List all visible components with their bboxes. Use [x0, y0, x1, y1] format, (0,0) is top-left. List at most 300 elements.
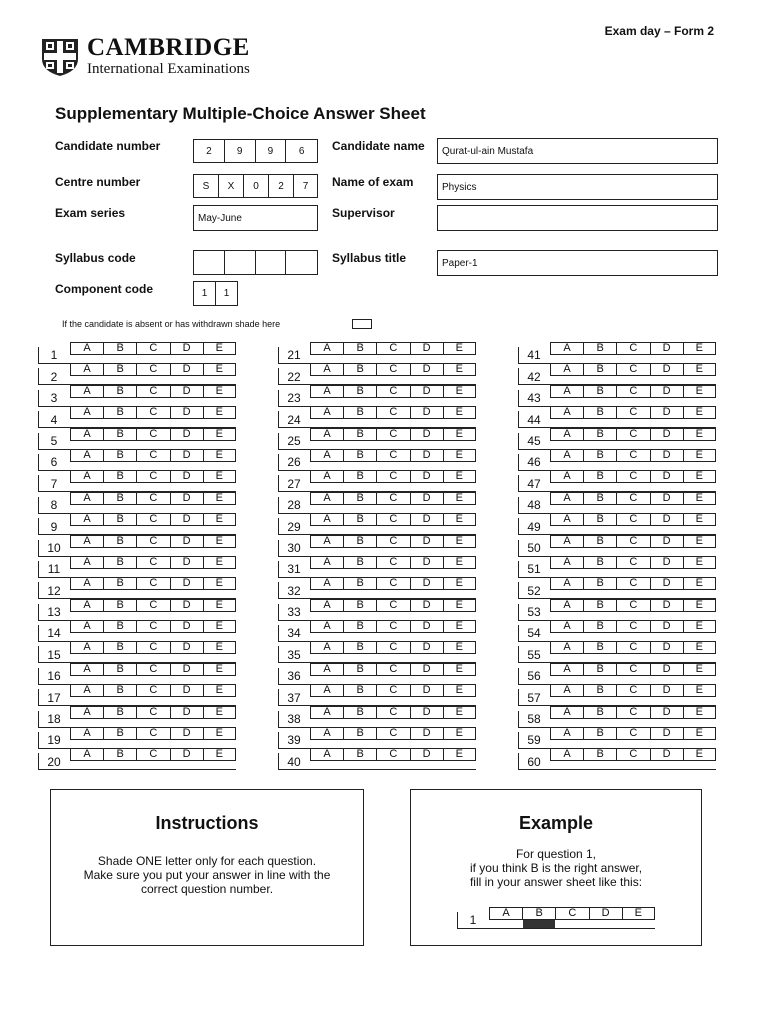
answer-option-c[interactable]: C: [136, 513, 169, 525]
answer-option-d[interactable]: D: [410, 428, 443, 440]
answer-option-a[interactable]: A: [550, 513, 583, 525]
answer-option-b[interactable]: B: [103, 428, 136, 440]
answer-option-c[interactable]: C: [616, 620, 649, 632]
name-of-exam-field[interactable]: Physics: [437, 174, 718, 200]
answer-option-a[interactable]: A: [550, 748, 583, 760]
answer-option-d[interactable]: D: [410, 727, 443, 739]
answer-option-c[interactable]: C: [136, 706, 169, 718]
answer-option-c[interactable]: C: [616, 556, 649, 568]
answer-option-a[interactable]: A: [550, 492, 583, 504]
answer-option-d[interactable]: D: [410, 577, 443, 589]
answer-option-d[interactable]: D: [170, 620, 203, 632]
answer-option-e[interactable]: E: [443, 428, 476, 440]
answer-option-b[interactable]: B: [103, 406, 136, 418]
answer-option-c[interactable]: C: [136, 620, 169, 632]
answer-option-e[interactable]: E: [203, 385, 236, 397]
answer-option-d[interactable]: D: [650, 727, 683, 739]
answer-option-d[interactable]: D: [650, 470, 683, 482]
answer-option-a[interactable]: A: [70, 428, 103, 440]
answer-option-c[interactable]: C: [376, 449, 409, 461]
answer-option-e[interactable]: E: [443, 641, 476, 653]
answer-option-e[interactable]: E: [443, 470, 476, 482]
answer-option-b[interactable]: B: [103, 513, 136, 525]
answer-option-b[interactable]: B: [343, 513, 376, 525]
answer-option-b[interactable]: B: [583, 492, 616, 504]
answer-option-a[interactable]: A: [310, 706, 343, 718]
answer-option-c[interactable]: C: [616, 492, 649, 504]
answer-option-a[interactable]: A: [70, 385, 103, 397]
answer-option-d[interactable]: D: [410, 363, 443, 375]
answer-option-d[interactable]: D: [410, 663, 443, 675]
answer-option-d[interactable]: D: [410, 684, 443, 696]
answer-option-b[interactable]: B: [343, 663, 376, 675]
answer-option-a[interactable]: A: [70, 535, 103, 547]
answer-option-b[interactable]: B: [343, 535, 376, 547]
answer-option-b[interactable]: B: [583, 470, 616, 482]
answer-option-d[interactable]: D: [170, 663, 203, 675]
answer-option-a[interactable]: A: [70, 363, 103, 375]
answer-option-c[interactable]: C: [136, 385, 169, 397]
answer-option-e[interactable]: E: [683, 663, 716, 675]
answer-option-c[interactable]: C: [136, 535, 169, 547]
answer-option-c[interactable]: C: [136, 449, 169, 461]
answer-option-b[interactable]: B: [583, 599, 616, 611]
answer-option-e[interactable]: E: [683, 684, 716, 696]
answer-option-e[interactable]: E: [683, 363, 716, 375]
answer-option-c[interactable]: C: [136, 727, 169, 739]
answer-option-d[interactable]: D: [650, 406, 683, 418]
answer-option-d[interactable]: D: [170, 385, 203, 397]
answer-option-d[interactable]: D: [170, 556, 203, 568]
answer-option-d[interactable]: D: [650, 706, 683, 718]
answer-option-b[interactable]: B: [583, 385, 616, 397]
answer-option-b[interactable]: B: [343, 428, 376, 440]
answer-option-d[interactable]: D: [410, 706, 443, 718]
answer-option-d[interactable]: D: [410, 620, 443, 632]
absent-shade-box[interactable]: [352, 319, 372, 329]
answer-option-d[interactable]: D: [170, 727, 203, 739]
answer-option-d[interactable]: D: [410, 641, 443, 653]
answer-option-b[interactable]: B: [103, 641, 136, 653]
exam-series-field[interactable]: May-June: [193, 205, 318, 231]
answer-option-a[interactable]: A: [550, 428, 583, 440]
answer-option-d[interactable]: D: [650, 363, 683, 375]
answer-option-c[interactable]: C: [376, 663, 409, 675]
answer-option-c[interactable]: C: [616, 385, 649, 397]
answer-option-a[interactable]: A: [550, 727, 583, 739]
answer-option-e[interactable]: E: [443, 406, 476, 418]
answer-option-c[interactable]: C: [376, 727, 409, 739]
answer-option-c[interactable]: C: [616, 577, 649, 589]
answer-option-a[interactable]: A: [310, 663, 343, 675]
answer-option-b[interactable]: B: [583, 706, 616, 718]
answer-option-b[interactable]: B: [343, 406, 376, 418]
answer-option-d[interactable]: D: [170, 492, 203, 504]
answer-option-d[interactable]: D: [410, 449, 443, 461]
answer-option-e[interactable]: E: [683, 470, 716, 482]
answer-option-b[interactable]: B: [583, 577, 616, 589]
answer-option-a[interactable]: A: [310, 342, 343, 354]
answer-option-b[interactable]: B: [343, 385, 376, 397]
answer-option-e[interactable]: E: [683, 706, 716, 718]
answer-option-e[interactable]: E: [203, 663, 236, 675]
answer-option-c[interactable]: C: [136, 363, 169, 375]
answer-option-c[interactable]: C: [555, 907, 588, 919]
answer-option-b[interactable]: B: [583, 556, 616, 568]
answer-option-c[interactable]: C: [376, 599, 409, 611]
candidate-name-field[interactable]: Qurat-ul-ain Mustafa: [437, 138, 718, 164]
answer-option-d[interactable]: D: [589, 907, 622, 919]
answer-option-a[interactable]: A: [70, 513, 103, 525]
answer-option-e[interactable]: E: [443, 684, 476, 696]
answer-option-e[interactable]: E: [443, 663, 476, 675]
answer-option-c[interactable]: C: [136, 577, 169, 589]
answer-option-a[interactable]: A: [310, 492, 343, 504]
answer-option-e[interactable]: E: [683, 385, 716, 397]
answer-option-b[interactable]: B: [103, 470, 136, 482]
answer-option-a[interactable]: A: [310, 684, 343, 696]
answer-option-b[interactable]: B: [103, 535, 136, 547]
answer-option-a[interactable]: A: [550, 535, 583, 547]
answer-option-c[interactable]: C: [616, 470, 649, 482]
answer-option-c[interactable]: C: [616, 727, 649, 739]
answer-option-d[interactable]: D: [650, 599, 683, 611]
answer-option-b[interactable]: B: [343, 342, 376, 354]
answer-option-d[interactable]: D: [650, 684, 683, 696]
answer-option-a[interactable]: A: [70, 406, 103, 418]
answer-option-a[interactable]: A: [70, 684, 103, 696]
answer-option-a[interactable]: A: [310, 428, 343, 440]
answer-option-c[interactable]: C: [136, 663, 169, 675]
answer-option-c[interactable]: C: [616, 641, 649, 653]
answer-option-a[interactable]: A: [550, 663, 583, 675]
answer-option-c[interactable]: C: [616, 428, 649, 440]
answer-option-e[interactable]: E: [683, 556, 716, 568]
answer-option-a[interactable]: A: [550, 706, 583, 718]
answer-option-c[interactable]: C: [136, 406, 169, 418]
answer-option-a[interactable]: A: [70, 577, 103, 589]
answer-option-e[interactable]: E: [203, 556, 236, 568]
answer-option-b[interactable]: B: [343, 684, 376, 696]
answer-option-a[interactable]: A: [550, 684, 583, 696]
answer-option-d[interactable]: D: [410, 342, 443, 354]
answer-option-c[interactable]: C: [376, 342, 409, 354]
answer-option-b[interactable]: B: [103, 620, 136, 632]
answer-option-c[interactable]: C: [376, 406, 409, 418]
answer-option-c[interactable]: C: [376, 620, 409, 632]
answer-option-c[interactable]: C: [376, 428, 409, 440]
answer-option-b[interactable]: B: [522, 907, 555, 919]
answer-option-d[interactable]: D: [410, 535, 443, 547]
answer-option-e[interactable]: E: [203, 428, 236, 440]
answer-option-d[interactable]: D: [650, 385, 683, 397]
answer-option-e[interactable]: E: [683, 513, 716, 525]
answer-option-a[interactable]: A: [550, 342, 583, 354]
answer-option-d[interactable]: D: [170, 684, 203, 696]
answer-option-c[interactable]: C: [376, 706, 409, 718]
answer-option-a[interactable]: A: [310, 470, 343, 482]
answer-option-c[interactable]: C: [616, 535, 649, 547]
answer-option-b[interactable]: B: [583, 342, 616, 354]
answer-option-a[interactable]: A: [70, 620, 103, 632]
answer-option-d[interactable]: D: [650, 577, 683, 589]
answer-option-d[interactable]: D: [650, 513, 683, 525]
answer-option-e[interactable]: E: [683, 492, 716, 504]
answer-option-d[interactable]: D: [410, 492, 443, 504]
answer-option-e[interactable]: E: [443, 363, 476, 375]
answer-option-e[interactable]: E: [203, 535, 236, 547]
answer-option-e[interactable]: E: [203, 513, 236, 525]
answer-option-e[interactable]: E: [203, 492, 236, 504]
answer-option-e[interactable]: E: [443, 620, 476, 632]
answer-option-b[interactable]: B: [343, 492, 376, 504]
answer-option-e[interactable]: E: [443, 492, 476, 504]
answer-option-d[interactable]: D: [170, 577, 203, 589]
answer-option-c[interactable]: C: [136, 428, 169, 440]
answer-option-a[interactable]: A: [310, 449, 343, 461]
answer-option-d[interactable]: D: [170, 449, 203, 461]
answer-option-b[interactable]: B: [103, 342, 136, 354]
answer-option-a[interactable]: A: [550, 385, 583, 397]
answer-option-d[interactable]: D: [410, 470, 443, 482]
answer-option-a[interactable]: A: [550, 599, 583, 611]
answer-option-e[interactable]: E: [443, 342, 476, 354]
answer-option-a[interactable]: A: [70, 470, 103, 482]
answer-option-c[interactable]: C: [376, 513, 409, 525]
answer-option-b[interactable]: B: [583, 727, 616, 739]
answer-option-d[interactable]: D: [170, 641, 203, 653]
syllabus-title-field[interactable]: Paper-1: [437, 250, 718, 276]
answer-option-b[interactable]: B: [343, 706, 376, 718]
answer-option-b[interactable]: B: [583, 513, 616, 525]
answer-option-b[interactable]: B: [343, 641, 376, 653]
answer-option-e[interactable]: E: [203, 641, 236, 653]
answer-option-b[interactable]: B: [583, 363, 616, 375]
answer-option-e[interactable]: E: [203, 684, 236, 696]
answer-option-b[interactable]: B: [343, 599, 376, 611]
answer-option-a[interactable]: A: [70, 449, 103, 461]
answer-option-b[interactable]: B: [583, 748, 616, 760]
answer-option-b[interactable]: B: [103, 684, 136, 696]
answer-option-a[interactable]: A: [550, 449, 583, 461]
answer-option-b[interactable]: B: [103, 385, 136, 397]
answer-option-d[interactable]: D: [650, 748, 683, 760]
answer-option-a[interactable]: A: [70, 663, 103, 675]
answer-option-b[interactable]: B: [103, 748, 136, 760]
answer-option-c[interactable]: C: [136, 342, 169, 354]
answer-option-e[interactable]: E: [443, 748, 476, 760]
answer-option-e[interactable]: E: [683, 406, 716, 418]
answer-option-e[interactable]: E: [203, 748, 236, 760]
answer-option-b[interactable]: B: [103, 556, 136, 568]
answer-option-b[interactable]: B: [343, 620, 376, 632]
answer-option-e[interactable]: E: [203, 342, 236, 354]
answer-option-e[interactable]: E: [683, 748, 716, 760]
answer-option-a[interactable]: A: [310, 556, 343, 568]
answer-option-b[interactable]: B: [343, 470, 376, 482]
answer-option-d[interactable]: D: [410, 556, 443, 568]
answer-option-d[interactable]: D: [650, 492, 683, 504]
answer-option-b[interactable]: B: [583, 641, 616, 653]
answer-option-a[interactable]: A: [70, 556, 103, 568]
answer-option-e[interactable]: E: [203, 406, 236, 418]
answer-option-b[interactable]: B: [343, 748, 376, 760]
answer-option-a[interactable]: A: [550, 577, 583, 589]
answer-option-e[interactable]: E: [443, 385, 476, 397]
answer-option-d[interactable]: D: [170, 428, 203, 440]
answer-option-c[interactable]: C: [376, 492, 409, 504]
answer-option-e[interactable]: E: [683, 577, 716, 589]
answer-option-c[interactable]: C: [376, 385, 409, 397]
answer-option-b[interactable]: B: [583, 428, 616, 440]
answer-option-b[interactable]: B: [103, 577, 136, 589]
answer-option-e[interactable]: E: [203, 727, 236, 739]
answer-option-c[interactable]: C: [616, 406, 649, 418]
answer-option-d[interactable]: D: [650, 556, 683, 568]
answer-option-e[interactable]: E: [443, 513, 476, 525]
answer-option-e[interactable]: E: [203, 449, 236, 461]
answer-option-b[interactable]: B: [103, 706, 136, 718]
answer-option-d[interactable]: D: [650, 449, 683, 461]
answer-option-d[interactable]: D: [170, 363, 203, 375]
answer-option-c[interactable]: C: [376, 556, 409, 568]
answer-option-d[interactable]: D: [170, 535, 203, 547]
answer-option-b[interactable]: B: [583, 535, 616, 547]
answer-option-a[interactable]: A: [310, 577, 343, 589]
answer-option-a[interactable]: A: [310, 727, 343, 739]
answer-option-a[interactable]: A: [310, 535, 343, 547]
answer-option-c[interactable]: C: [616, 342, 649, 354]
answer-option-d[interactable]: D: [410, 599, 443, 611]
component-code-field[interactable]: [193, 281, 238, 306]
answer-option-d[interactable]: D: [650, 428, 683, 440]
syllabus-code-field[interactable]: [193, 250, 318, 275]
answer-option-a[interactable]: A: [70, 706, 103, 718]
answer-option-b[interactable]: B: [343, 577, 376, 589]
answer-option-c[interactable]: C: [616, 363, 649, 375]
answer-option-a[interactable]: A: [310, 363, 343, 375]
answer-option-d[interactable]: D: [650, 535, 683, 547]
answer-option-a[interactable]: A: [310, 599, 343, 611]
answer-option-d[interactable]: D: [410, 385, 443, 397]
answer-option-c[interactable]: C: [136, 492, 169, 504]
answer-option-c[interactable]: C: [616, 449, 649, 461]
answer-option-d[interactable]: D: [410, 406, 443, 418]
answer-option-e[interactable]: E: [622, 907, 655, 919]
answer-option-b[interactable]: B: [343, 363, 376, 375]
answer-option-c[interactable]: C: [376, 470, 409, 482]
answer-option-e[interactable]: E: [683, 641, 716, 653]
answer-option-a[interactable]: A: [310, 513, 343, 525]
answer-option-d[interactable]: D: [650, 663, 683, 675]
answer-option-d[interactable]: D: [170, 599, 203, 611]
answer-option-d[interactable]: D: [170, 706, 203, 718]
answer-option-d[interactable]: D: [650, 641, 683, 653]
centre-number-field[interactable]: [193, 174, 318, 198]
answer-option-e[interactable]: E: [683, 342, 716, 354]
answer-option-b[interactable]: B: [583, 449, 616, 461]
answer-option-b[interactable]: B: [103, 599, 136, 611]
answer-option-d[interactable]: D: [170, 513, 203, 525]
answer-option-a[interactable]: A: [70, 641, 103, 653]
answer-option-c[interactable]: C: [136, 684, 169, 696]
answer-option-a[interactable]: A: [550, 470, 583, 482]
answer-option-a[interactable]: A: [550, 620, 583, 632]
answer-option-c[interactable]: C: [616, 748, 649, 760]
answer-option-a[interactable]: A: [550, 641, 583, 653]
answer-option-c[interactable]: C: [136, 556, 169, 568]
answer-option-c[interactable]: C: [616, 599, 649, 611]
answer-option-b[interactable]: B: [103, 727, 136, 739]
answer-option-e[interactable]: E: [443, 706, 476, 718]
answer-option-e[interactable]: E: [203, 577, 236, 589]
answer-option-c[interactable]: C: [376, 684, 409, 696]
answer-option-d[interactable]: D: [410, 748, 443, 760]
answer-option-a[interactable]: A: [70, 342, 103, 354]
answer-option-b[interactable]: B: [583, 663, 616, 675]
answer-option-a[interactable]: A: [70, 599, 103, 611]
answer-option-c[interactable]: C: [136, 748, 169, 760]
answer-option-e[interactable]: E: [683, 535, 716, 547]
answer-option-d[interactable]: D: [170, 342, 203, 354]
answer-option-b[interactable]: B: [103, 449, 136, 461]
answer-option-c[interactable]: C: [136, 599, 169, 611]
candidate-number-field[interactable]: [193, 139, 318, 163]
answer-option-e[interactable]: E: [683, 599, 716, 611]
answer-option-e[interactable]: E: [203, 620, 236, 632]
answer-option-e[interactable]: E: [443, 449, 476, 461]
answer-option-b[interactable]: B: [103, 363, 136, 375]
answer-option-e[interactable]: E: [683, 428, 716, 440]
answer-option-e[interactable]: E: [443, 727, 476, 739]
answer-option-e[interactable]: E: [443, 577, 476, 589]
answer-option-d[interactable]: D: [170, 748, 203, 760]
answer-option-c[interactable]: C: [136, 641, 169, 653]
answer-option-c[interactable]: C: [376, 363, 409, 375]
answer-option-a[interactable]: A: [310, 620, 343, 632]
answer-option-e[interactable]: E: [203, 599, 236, 611]
answer-option-b[interactable]: B: [583, 406, 616, 418]
answer-option-b[interactable]: B: [343, 449, 376, 461]
answer-option-b[interactable]: B: [343, 556, 376, 568]
answer-option-b[interactable]: B: [583, 620, 616, 632]
answer-option-e[interactable]: E: [443, 535, 476, 547]
answer-option-a[interactable]: A: [489, 907, 522, 919]
answer-option-b[interactable]: B: [103, 492, 136, 504]
answer-option-a[interactable]: A: [310, 748, 343, 760]
answer-option-e[interactable]: E: [203, 706, 236, 718]
answer-option-b[interactable]: B: [103, 663, 136, 675]
answer-option-a[interactable]: A: [310, 406, 343, 418]
answer-option-a[interactable]: A: [70, 748, 103, 760]
answer-option-a[interactable]: A: [550, 363, 583, 375]
answer-option-c[interactable]: C: [616, 513, 649, 525]
answer-option-d[interactable]: D: [650, 620, 683, 632]
answer-option-e[interactable]: E: [683, 620, 716, 632]
answer-option-c[interactable]: C: [376, 535, 409, 547]
answer-option-a[interactable]: A: [310, 385, 343, 397]
answer-option-e[interactable]: E: [443, 599, 476, 611]
answer-option-d[interactable]: D: [170, 470, 203, 482]
answer-option-d[interactable]: D: [650, 342, 683, 354]
answer-option-d[interactable]: D: [170, 406, 203, 418]
answer-option-b[interactable]: B: [343, 727, 376, 739]
answer-option-e[interactable]: E: [203, 470, 236, 482]
supervisor-field[interactable]: [437, 205, 718, 231]
answer-option-c[interactable]: C: [376, 641, 409, 653]
answer-option-b[interactable]: B: [583, 684, 616, 696]
answer-option-c[interactable]: C: [376, 577, 409, 589]
